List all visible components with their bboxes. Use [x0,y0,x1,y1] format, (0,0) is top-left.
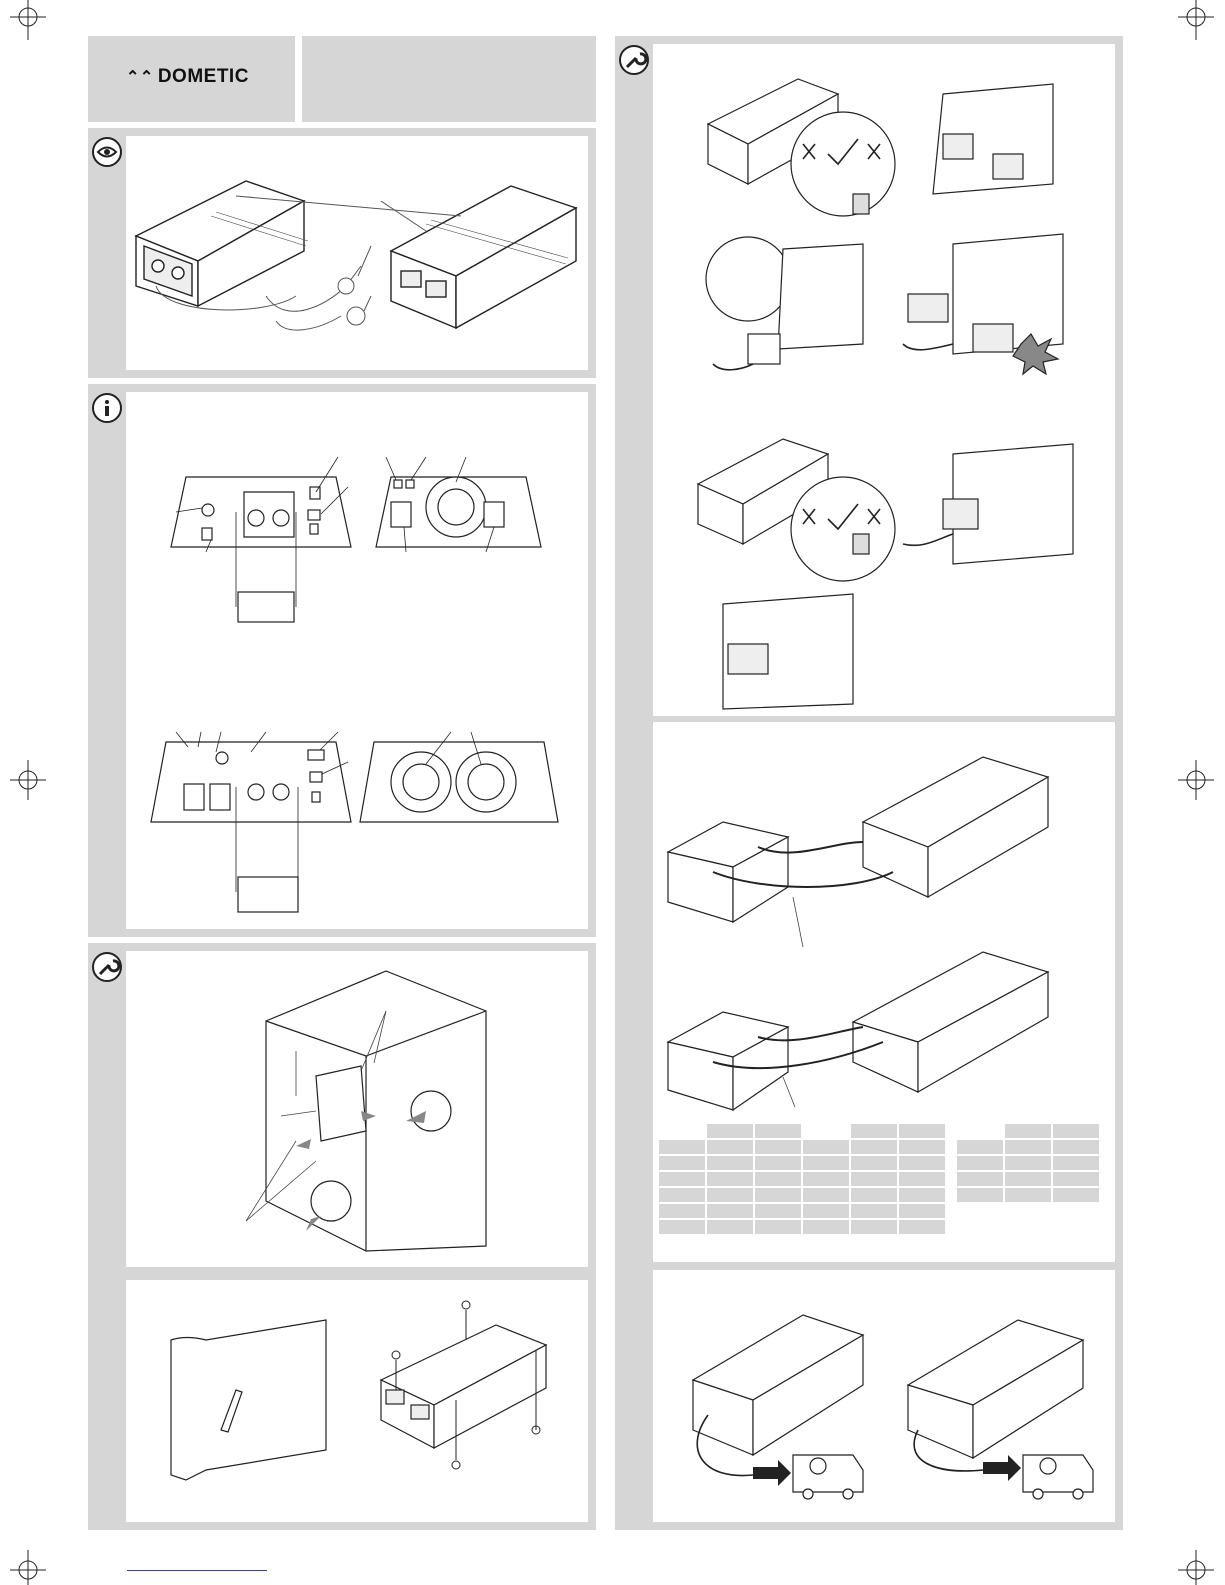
brand-mark-icon: ⌃⌃ [126,69,154,86]
clearance-illustration [126,951,588,1267]
info-icon [92,393,122,423]
overview-illustration [126,136,588,370]
battery-illustration [653,722,1115,1122]
cable-table-right [955,1122,1101,1204]
connection-steps-illustration [653,44,1115,716]
grounding-illustration [653,1270,1115,1522]
cable-table-left [657,1122,947,1236]
info-illustration [126,392,588,929]
wrench-icon [619,45,649,75]
wrench-icon [92,952,122,982]
title-box [302,36,596,122]
mounting-illustration [126,1280,588,1522]
footer-link[interactable] [127,1570,267,1571]
brand-logo [126,66,249,88]
eye-icon [92,137,122,167]
brand-name: DOMETIC [157,66,249,87]
